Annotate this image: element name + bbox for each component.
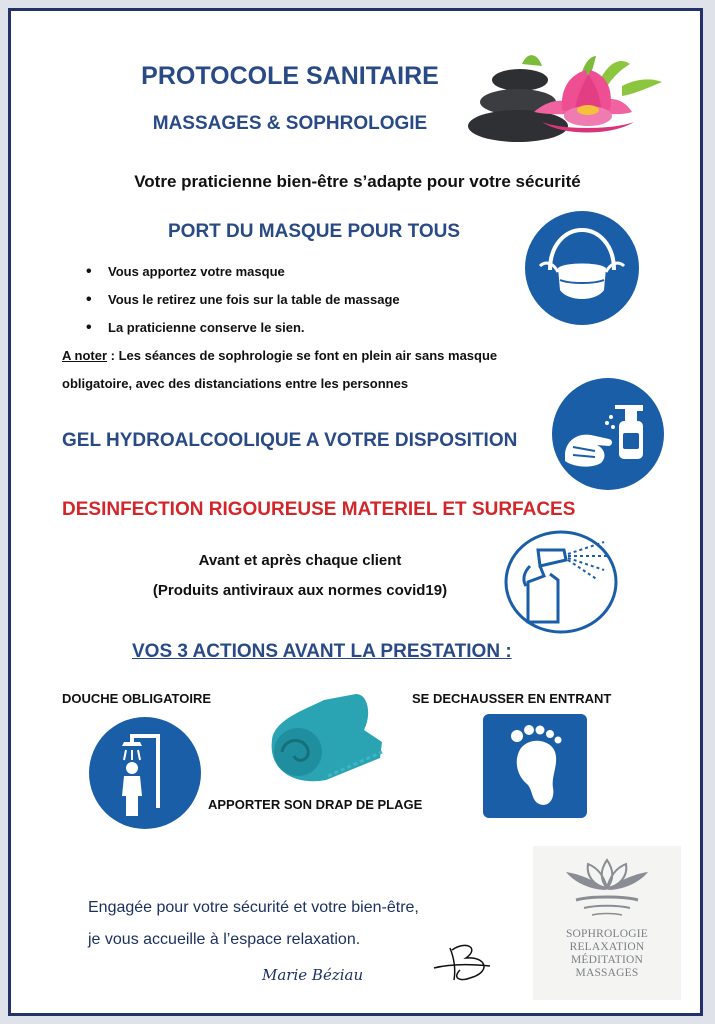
action-shower-label: DOUCHE OBLIGATOIRE <box>62 691 212 706</box>
tagline: Votre praticienne bien-être s’adapte pour votre sécurité <box>134 172 581 191</box>
mask-bullet-list <box>82 258 400 342</box>
lotus-logo-icon <box>560 852 655 924</box>
page-title: PROTOCOLE SANITAIRE <box>141 62 439 90</box>
sophrology-note <box>62 342 562 398</box>
signature-name: Marie Béziau <box>262 966 364 984</box>
shower-icon <box>88 716 202 830</box>
list-item: • Vous apportez votre masque <box>82 258 400 286</box>
footer-line-1: Engagée pour votre sécurité et votre bien-être, <box>88 899 419 916</box>
note-label: A noter <box>62 348 108 363</box>
spray-bottle-icon <box>504 530 618 634</box>
signature-icon <box>430 938 502 988</box>
disinfection-line-1: Avant et après chaque client <box>198 552 402 569</box>
action-shoes-label: SE DECHAUSSER EN ENTRANT <box>412 691 612 706</box>
note-text: : Les séances de sophrologie se font en plein air sans masque obligatoire, avec des distanciations entre les personnes <box>62 348 498 391</box>
logo-line: RELAXATION <box>569 941 645 953</box>
towel-icon <box>264 690 388 790</box>
action-towel-label: APPORTER SON DRAP DE PLAGE <box>208 797 423 812</box>
actions-heading: VOS 3 ACTIONS AVANT LA PRESTATION : <box>132 641 512 662</box>
gel-heading: GEL HYDROALCOOLIQUE A VOTRE DISPOSITION <box>62 430 518 451</box>
mask-heading: PORT DU MASQUE POUR TOUS <box>168 221 461 242</box>
brand-logo-text <box>533 928 681 980</box>
list-item: • Vous le retirez une fois sur la table de massage <box>82 286 400 314</box>
lotus-stones-icon <box>462 50 677 155</box>
list-item: • La praticienne conserve le sien. <box>82 314 400 342</box>
hand-sanitizer-icon <box>551 377 666 492</box>
face-mask-icon <box>524 210 640 326</box>
page-subtitle: MASSAGES & SOPHROLOGIE <box>152 113 428 134</box>
logo-line: SOPHROLOGIE <box>565 928 649 940</box>
logo-line: MASSAGES <box>575 967 639 979</box>
logo-line: MÉDITATION <box>571 954 643 966</box>
footprint-icon <box>483 714 587 818</box>
footer-line-2: je vous accueille à l’espace relaxation. <box>88 931 361 948</box>
disinfection-heading: DESINFECTION RIGOUREUSE MATERIEL ET SURFACES <box>62 499 576 520</box>
disinfection-line-2: (Produits antiviraux aux normes covid19) <box>152 582 448 599</box>
